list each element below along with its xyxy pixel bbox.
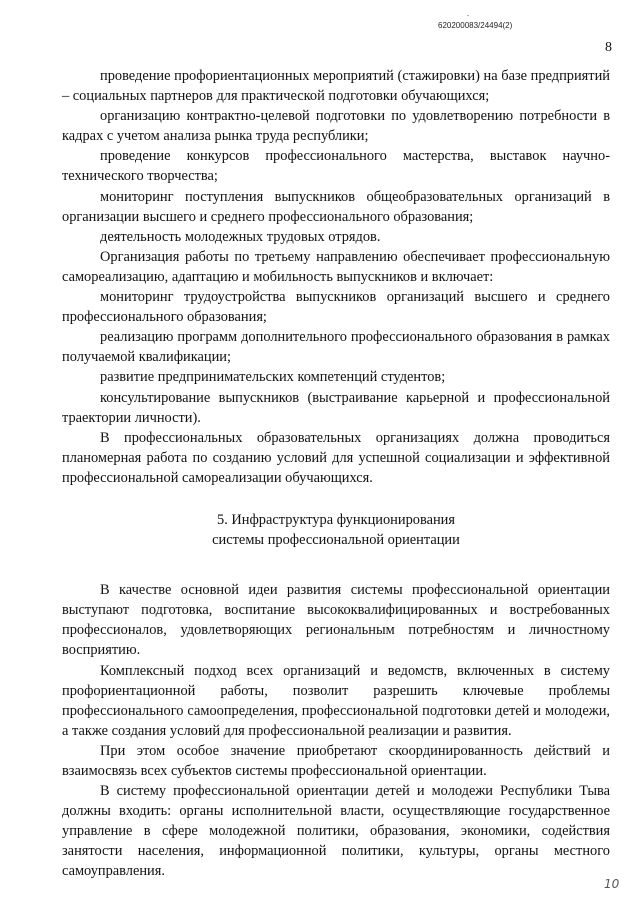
paragraph: реализацию программ дополнительного профессионального образования в рамках получаемой квалификации; [62,329,610,366]
paragraph: Комплексный подход всех организаций и ведомств, включенных в систему профориентационной работы, позволит разрешить ключевые проблемы профессионального самоопределения, профессиональной подготовки детей и молодежи, а также создания условий для профессиональной реализации и развития. [62,662,610,739]
paragraph: Организация работы по третьему направлению обеспечивает профессиональную самореализацию, адаптацию и мобильность выпускников и включает: [62,248,610,285]
paragraph: мониторинг трудоустройства выпускников организаций высшего и среднего профессионального образования; [62,289,610,326]
paragraph: мониторинг поступления выпускников общеобразовательных организаций в организации высшего и среднего профессионального образования; [62,188,610,225]
paragraph: проведение профориентационных мероприятий (стажировки) на базе предприятий – социальных партнеров для практической подготовки обучающихся; [62,68,610,105]
paragraph: консультирование выпускников (выстраивание карьерной и профессиональной траектории личности). [62,389,610,426]
body-text [62,66,610,882]
spacer [62,488,610,510]
paragraph: В профессиональных образовательных организациях должна проводиться планомерная работа по созданию условий для успешной социализации и эффективной профессиональной самореализации обучающихся. [62,429,610,486]
header-mark: . [467,9,469,18]
section-heading-line-1: 5. Инфраструктура функционирования [217,511,455,528]
paragraph: В систему профессиональной ориентации детей и молодежи Республики Тыва должны входить: органы исполнительной власти, осуществляющие государственное управление в сфере молодежной политики, образования, экономики, содействия занятости населения, информационной политики, культуры, органы местного самоуправления. [62,783,610,880]
paragraph: проведение конкурсов профессионального мастерства, выставок научно-технического творчества; [62,148,610,185]
paragraph: развитие предпринимательских компетенций студентов; [100,369,446,386]
section-heading-line-2: системы профессиональной ориентации [212,532,460,549]
paragraph: В качестве основной идеи развития системы профессиональной ориентации выступают подготовка, воспитание высококвалифицированных и востребованных профессионалов, удовлетворяющих региональным потребностям и личностному восприятию. [62,582,610,659]
paragraph: При этом особое значение приобретают скоординированность действий и взаимосвязь всех субъектов системы профессиональной ориентации. [62,742,610,779]
paragraph: организацию контрактно-целевой подготовки по удовлетворению потребности в кадрах с учетом анализа рынка труда республики; [62,108,610,145]
paragraph: деятельность молодежных трудовых отрядов. [100,228,381,245]
handwritten-page-number: 10 [604,877,620,891]
document-id: 620200083/24494(2) [438,21,513,30]
spacer [62,550,610,580]
page-number: 8 [605,40,612,55]
